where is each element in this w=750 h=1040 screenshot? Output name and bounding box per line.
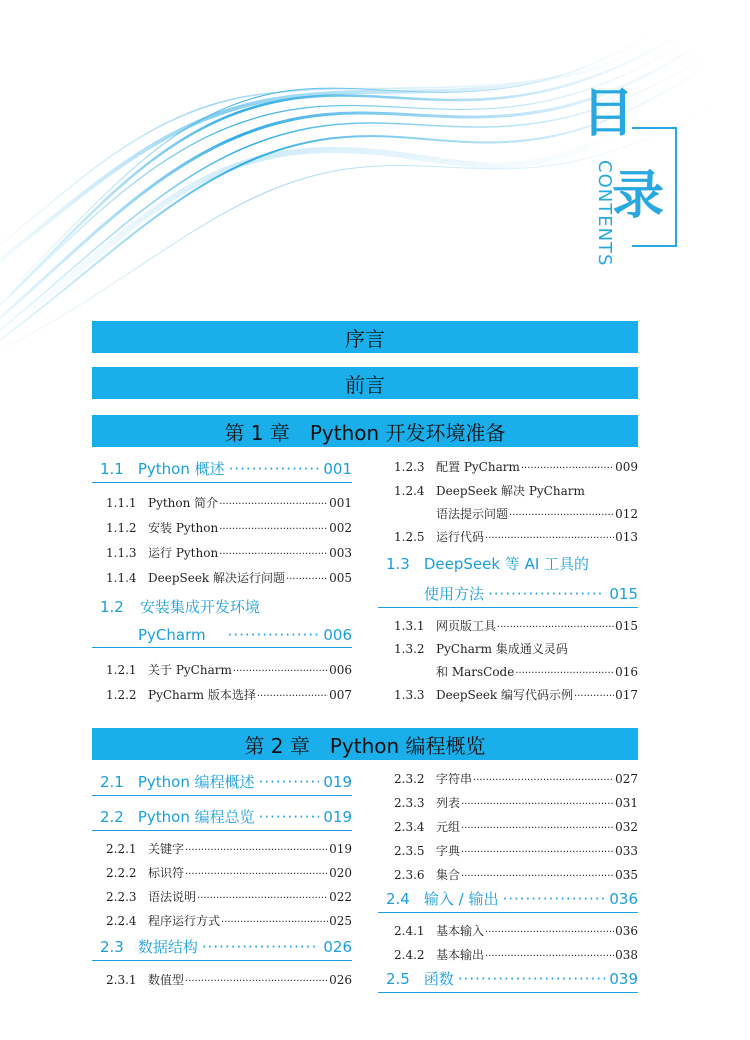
- entry-number: 1.2.2: [106, 688, 137, 702]
- page-title-char-1: 目: [582, 84, 635, 144]
- page-number: 019: [323, 773, 352, 791]
- entry-title-line-1: DeepSeek 解决 PyCharm: [436, 484, 585, 498]
- dot-leader: [229, 460, 320, 478]
- page-title-char-2: 录: [612, 166, 665, 226]
- entry-title: 字符串: [436, 772, 473, 786]
- section-title: Python 编程总览: [137, 808, 255, 826]
- preface-bar[interactable]: 序言: [92, 321, 638, 353]
- toc-entry-2-3-2[interactable]: [394, 770, 638, 787]
- section-title: 输入 / 输出: [423, 890, 499, 908]
- page-number: 027: [615, 772, 638, 786]
- page-number: 002: [329, 521, 352, 535]
- section-number: 2.1: [100, 773, 124, 791]
- page-number: 039: [609, 970, 638, 988]
- page-number: 019: [329, 842, 352, 856]
- section-title: Python 概述: [137, 460, 225, 478]
- dot-leader: [473, 772, 614, 786]
- dot-leader: [233, 663, 328, 677]
- entry-title: 关于 PyCharm: [148, 663, 232, 677]
- page-number: 020: [329, 866, 352, 880]
- page-number: 001: [329, 496, 352, 510]
- dot-leader: [219, 496, 328, 510]
- entry-number: 1.3.1: [394, 619, 425, 633]
- entry-title: 元组: [436, 820, 461, 834]
- toc-entry-2-3-6[interactable]: [394, 866, 638, 883]
- toc-section-1-2-line-2[interactable]: [92, 626, 352, 648]
- dot-leader: [185, 973, 328, 987]
- entry-title: DeepSeek 编写代码示例: [436, 688, 574, 702]
- entry-title: 程序运行方式: [148, 914, 221, 928]
- dot-leader: [221, 914, 328, 928]
- section-number: 2.3: [100, 938, 124, 956]
- dot-leader: [257, 688, 328, 702]
- page-number: 013: [615, 530, 638, 544]
- entry-title: 集合: [436, 868, 461, 882]
- entry-number: 1.1.4: [106, 571, 137, 585]
- page-number: 007: [329, 688, 352, 702]
- entry-number: 2.3.1: [106, 973, 137, 987]
- toc-section-2-5[interactable]: [378, 968, 638, 993]
- page-number: 033: [615, 844, 638, 858]
- toc-entry-2-2-3[interactable]: [106, 888, 352, 905]
- page-number: 016: [615, 665, 638, 679]
- dot-leader: [219, 521, 328, 535]
- page-number: 026: [323, 938, 352, 956]
- entry-number: 2.3.4: [394, 820, 425, 834]
- entry-number: 1.2.3: [394, 460, 425, 474]
- toc-entry-2-2-4[interactable]: [106, 912, 352, 929]
- entry-number: 1.2.1: [106, 663, 137, 677]
- toc-section-1-3-line-1[interactable]: [386, 553, 638, 574]
- page-number: 036: [615, 924, 638, 938]
- toc-entry-1-2-2[interactable]: [106, 686, 352, 703]
- page-number: 006: [323, 626, 352, 644]
- entry-number: 2.3.3: [394, 796, 425, 810]
- page-number: 032: [615, 820, 638, 834]
- section-number: 1.2: [100, 598, 124, 616]
- entry-title: 标识符: [148, 866, 185, 880]
- dot-leader: [497, 619, 614, 633]
- toc-section-1-2-line-1[interactable]: [100, 596, 352, 617]
- toc-entry-2-3-3[interactable]: [394, 794, 638, 811]
- dot-leader: [521, 460, 614, 474]
- entry-title-line-1: PyCharm 集成通义灵码: [436, 642, 568, 656]
- toc-section-1-1[interactable]: [92, 458, 352, 483]
- dot-leader: [461, 820, 614, 834]
- toc-entry-2-2-1[interactable]: [106, 840, 352, 857]
- toc-section-1-3-line-2[interactable]: [378, 583, 638, 608]
- entry-title: 列表: [436, 796, 461, 810]
- toc-entry-1-2-1[interactable]: [106, 661, 352, 678]
- page-number: 012: [615, 507, 638, 521]
- entry-number: 1.1.2: [106, 521, 137, 535]
- entry-number: 2.4.1: [394, 924, 425, 938]
- dot-leader: [461, 844, 614, 858]
- entry-number: 2.2.3: [106, 890, 137, 904]
- page-number: 001: [323, 460, 352, 478]
- section-title: Python 编程概述: [137, 773, 255, 791]
- entry-number: 2.3.5: [394, 844, 425, 858]
- page-number: 015: [615, 619, 638, 633]
- page-number: 026: [329, 973, 352, 987]
- toc-entry-1-1-2[interactable]: [106, 519, 352, 536]
- page-number: 022: [329, 890, 352, 904]
- entry-title: DeepSeek 解决运行问题: [148, 571, 286, 585]
- entry-number: 1.1.1: [106, 496, 137, 510]
- entry-title: 基本输出: [436, 948, 485, 962]
- dot-leader: [202, 938, 319, 956]
- toc-entry-1-1-3[interactable]: [106, 544, 352, 561]
- toc-section-2-4[interactable]: [378, 888, 638, 913]
- dot-leader: [485, 948, 614, 962]
- dot-leader: [509, 507, 614, 521]
- entry-number: 2.4.2: [394, 948, 425, 962]
- toc-entry-1-2-3[interactable]: [394, 458, 638, 475]
- entry-number: 1.2.4: [394, 484, 425, 498]
- dot-leader: [502, 890, 605, 908]
- dot-leader: [185, 866, 328, 880]
- dot-leader: [485, 924, 614, 938]
- dot-leader: [197, 890, 328, 904]
- page-number: 038: [615, 948, 638, 962]
- dot-leader: [488, 585, 605, 603]
- page-number: 025: [329, 914, 352, 928]
- entry-title: 关键字: [148, 842, 185, 856]
- entry-title: 运行 Python: [148, 546, 219, 560]
- entry-title: 语法说明: [148, 890, 197, 904]
- entry-number: 1.3.2: [394, 642, 425, 656]
- dot-leader: [458, 970, 605, 988]
- toc-entry-2-4-2[interactable]: [394, 946, 638, 963]
- entry-number: 2.2.2: [106, 866, 137, 880]
- dot-leader: [515, 665, 614, 679]
- entry-title: 网页版工具: [436, 619, 497, 633]
- dot-leader: [461, 868, 614, 882]
- title-bracket-decoration: [632, 127, 677, 247]
- toc-entry-1-2-5[interactable]: [394, 528, 638, 545]
- entry-title: Python 简介: [148, 496, 219, 510]
- page-number: 005: [329, 571, 352, 585]
- section-number: 1.3: [386, 555, 410, 573]
- section-number: 2.2: [100, 808, 124, 826]
- dot-leader: [259, 808, 320, 826]
- entry-number: 1.2.5: [394, 530, 425, 544]
- toc-entry-1-3-1[interactable]: [394, 617, 638, 634]
- page-number: 019: [323, 808, 352, 826]
- toc-entry-2-2-2[interactable]: [106, 864, 352, 881]
- toc-section-2-2[interactable]: [92, 806, 352, 831]
- entry-number: 1.3.3: [394, 688, 425, 702]
- chapter-2-bar[interactable]: 第 2 章 Python 编程概览: [92, 728, 638, 760]
- entry-number: 2.2.4: [106, 914, 137, 928]
- entry-title: 基本输入: [436, 924, 485, 938]
- toc-entry-1-2-4-line-2[interactable]: [394, 505, 638, 522]
- page-number: 031: [615, 796, 638, 810]
- section-title-line-1: DeepSeek 等 AI 工具的: [423, 555, 590, 573]
- section-number: 2.4: [386, 890, 410, 908]
- entry-title: 运行代码: [436, 530, 485, 544]
- dot-leader: [219, 546, 328, 560]
- section-title-line-2: 使用方法: [424, 585, 485, 603]
- page-subtitle-contents: CONTENTS: [594, 160, 615, 267]
- toc-entry-1-2-4-line-1[interactable]: [394, 482, 638, 499]
- toc-entry-1-1-1[interactable]: [106, 494, 352, 511]
- entry-title: 安装 Python: [148, 521, 219, 535]
- dot-leader: [286, 571, 328, 585]
- entry-number: 1.1.3: [106, 546, 137, 560]
- entry-title-line-2: 和 MarsCode: [436, 665, 515, 679]
- entry-title-line-2: 语法提示问题: [436, 507, 509, 521]
- page-number: 009: [615, 460, 638, 474]
- page-number: 015: [609, 585, 638, 603]
- page-number: 006: [329, 663, 352, 677]
- dot-leader: [228, 626, 320, 644]
- page-number: 035: [615, 868, 638, 882]
- dot-leader: [485, 530, 614, 544]
- toc-entry-2-3-5[interactable]: [394, 842, 638, 859]
- toc-section-2-3[interactable]: [92, 936, 352, 961]
- foreword-bar[interactable]: 前言: [92, 367, 638, 399]
- entry-title: 数值型: [148, 973, 185, 987]
- entry-title: 字典: [436, 844, 461, 858]
- dot-leader: [461, 796, 614, 810]
- section-title: 数据结构: [137, 938, 198, 956]
- section-number: 1.1: [100, 460, 124, 478]
- dot-leader: [259, 773, 320, 791]
- section-number: 2.5: [386, 970, 410, 988]
- chapter-1-bar[interactable]: 第 1 章 Python 开发环境准备: [92, 415, 638, 447]
- page-number: 017: [615, 688, 638, 702]
- section-title: 函数: [423, 970, 454, 988]
- section-title-line-2: PyCharm: [138, 626, 206, 644]
- entry-number: 2.2.1: [106, 842, 137, 856]
- entry-number: 2.3.6: [394, 868, 425, 882]
- page-number: 003: [329, 546, 352, 560]
- toc-entry-1-3-3[interactable]: [394, 686, 638, 703]
- entry-number: 2.3.2: [394, 772, 425, 786]
- dot-leader: [185, 842, 328, 856]
- entry-title: PyCharm 版本选择: [148, 688, 256, 702]
- section-title-line-1: 安装集成开发环境: [139, 598, 260, 616]
- toc-entry-2-4-1[interactable]: [394, 922, 638, 939]
- toc-entry-1-3-2-line-1[interactable]: [394, 640, 638, 657]
- toc-entry-1-3-2-line-2[interactable]: [394, 663, 638, 680]
- toc-entry-2-3-4[interactable]: [394, 818, 638, 835]
- toc-entry-1-1-4[interactable]: [106, 569, 352, 586]
- page-number: 036: [609, 890, 638, 908]
- toc-entry-2-3-1[interactable]: [106, 971, 352, 988]
- toc-section-2-1[interactable]: [92, 771, 352, 796]
- entry-title: 配置 PyCharm: [436, 460, 520, 474]
- dot-leader: [574, 688, 614, 702]
